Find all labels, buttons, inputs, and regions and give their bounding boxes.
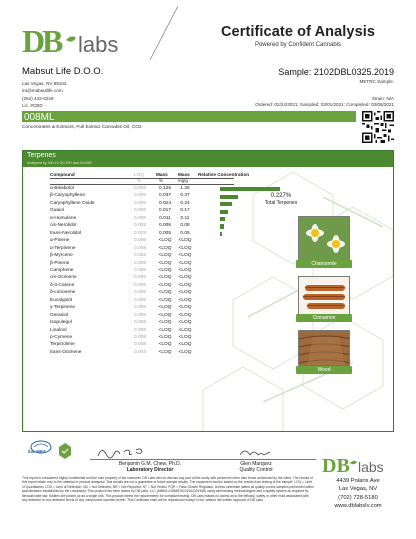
mass-percent: <LOQ (158, 312, 172, 318)
lab-city: Las Vegas, NV (338, 486, 378, 493)
relative-concentration-bar (220, 187, 280, 191)
unit-loq: % (137, 178, 141, 183)
mass-percent: <LOQ (158, 297, 172, 303)
terpenes-method: Analyzed by 300.13 GC-FID and GC/MS (27, 160, 92, 165)
mass-percent: <LOQ (158, 275, 172, 281)
mass-mg-per-g: 0.37 (180, 193, 190, 199)
loq-value: 0.006 (134, 275, 147, 281)
wood-image (298, 330, 350, 370)
metrc-sample: METRC Sample: (359, 79, 394, 84)
col-mass-pct: Mass (156, 172, 168, 177)
lab-phone: (702) 728-5180 (338, 494, 378, 501)
compound-name: Isopulegol (50, 320, 72, 326)
mass-mg-per-g: <LOQ (178, 342, 192, 348)
table-row (50, 342, 340, 349)
table-row (50, 335, 340, 342)
mass-mg-per-g: 0.24 (180, 200, 190, 206)
table-row (50, 275, 340, 282)
compound-name: trans-Nerolidol (50, 230, 82, 236)
unit-mg: mg/g (178, 178, 188, 183)
client-address: Las Vegas, NV 89103 (22, 81, 67, 86)
compound-name: β-Myrcene (50, 253, 73, 259)
mass-percent: <LOQ (158, 267, 172, 273)
svg-text:B: B (42, 23, 64, 59)
col-mass-mg: Mass (178, 172, 190, 177)
svg-text:D: D (22, 23, 46, 59)
table-row (50, 283, 340, 290)
mass-percent: <LOQ (158, 335, 172, 340)
loq-value: 0.008 (134, 245, 147, 251)
table-row (50, 246, 340, 253)
loq-value: 0.006 (134, 215, 147, 221)
loq-value: 0.003 (134, 349, 147, 355)
mass-percent: <LOQ (158, 305, 172, 311)
table-row (50, 238, 340, 245)
client-contact (22, 80, 66, 110)
loq-value: 0.008 (134, 253, 147, 259)
loq-value: 0.008 (134, 335, 147, 340)
lab-address (318, 477, 398, 511)
compound-name: γ-Terpinene (50, 305, 76, 311)
compound-name: Eucalyptol (50, 297, 73, 303)
chamomile-image (298, 216, 350, 262)
lab-certification-seal (56, 442, 74, 460)
cinnamon-image (298, 276, 350, 316)
mass-mg-per-g: <LOQ (178, 305, 192, 311)
qc-signature-line (196, 459, 316, 460)
mass-percent: <LOQ (158, 327, 172, 333)
table-row (50, 208, 340, 215)
mass-mg-per-g: 0.05 (180, 230, 190, 236)
mass-mg-per-g: <LOQ (178, 267, 192, 273)
loq-value: 0.006 (134, 267, 147, 273)
mass-mg-per-g: <LOQ (178, 335, 192, 340)
mass-mg-per-g: <LOQ (178, 290, 192, 296)
relative-concentration-bar (220, 224, 224, 228)
compound-name: α-Bisabolol (50, 186, 74, 191)
unit-pct: % (159, 178, 163, 183)
loq-value: 0.008 (134, 312, 147, 318)
qc-name: Glen Marquez (240, 461, 272, 467)
loq-value: 0.006 (134, 208, 147, 214)
mass-mg-per-g: 0.08 (180, 223, 190, 229)
table-row (50, 305, 340, 312)
qc-role: Quality Control (239, 467, 273, 473)
mass-mg-per-g: <LOQ (178, 245, 192, 251)
table-row (50, 350, 340, 357)
director-signature (96, 446, 156, 460)
table-row (50, 328, 340, 335)
product-name: 008ML (24, 112, 55, 123)
header-rule (50, 178, 234, 179)
chamomile-icon (299, 217, 350, 262)
col-relative: Relative Concentration (198, 172, 250, 177)
cinnamon-label: Cinnamon (296, 314, 352, 322)
cinnamon-icon (299, 277, 350, 316)
sample-id: Sample: 2102DBL0325.2019 (278, 67, 394, 77)
mass-percent: <LOQ (158, 282, 172, 288)
mass-percent: <LOQ (158, 320, 172, 326)
wood-icon (299, 331, 350, 370)
table-row (50, 216, 340, 223)
document-title: Certificate of Analysis (220, 24, 376, 40)
mass-percent: <LOQ (158, 245, 172, 251)
db-labs-footer-logo (322, 452, 394, 476)
mass-mg-per-g: <LOQ (178, 297, 192, 303)
accreditation-icon (30, 440, 52, 454)
mass-percent: <LOQ (158, 253, 172, 259)
lab-street: 4439 Polaris Ave (336, 478, 380, 484)
table-row (50, 298, 340, 305)
total-terpenes-label: Total Terpenes (264, 200, 298, 206)
wood-label: Wood (296, 366, 352, 374)
loq-value: 0.008 (134, 186, 147, 191)
loq-value: 0.003 (134, 230, 147, 236)
product-description: Concentrates & Extracts, Full Extract Cannabis Oil, CO2 (22, 125, 142, 130)
qr-code-icon[interactable] (362, 111, 394, 143)
product-bar (22, 111, 356, 122)
db-labs-logo (22, 22, 132, 62)
mass-percent: 0.024 (158, 200, 171, 206)
director-name: Benjamin G.M. Chew, Ph.D. (118, 461, 182, 467)
table-row (50, 231, 340, 238)
mass-mg-per-g: 0.11 (180, 215, 190, 221)
client-license: Lic. #CBD (22, 103, 43, 109)
compound-name: α-Pinene (50, 238, 70, 244)
client-phone: (254) 442-6249 (22, 95, 54, 101)
qc-signature (238, 447, 274, 459)
loq-value: 0.008 (134, 342, 147, 348)
compound-name: Geraniol (50, 312, 69, 318)
mass-mg-per-g: <LOQ (178, 312, 192, 318)
compound-name: δ-3-Carene (50, 282, 75, 288)
lab-website[interactable]: www.dblabslv.com (334, 503, 382, 510)
mass-percent: 0.011 (159, 215, 171, 221)
table-row (50, 290, 340, 297)
total-terpenes-value: 0.227% (270, 193, 292, 199)
svg-text:labs: labs (358, 459, 384, 475)
mass-percent: <LOQ (158, 260, 172, 266)
mass-percent: <LOQ (158, 238, 172, 244)
loq-value: 0.006 (134, 238, 147, 244)
loq-value: 0.008 (134, 290, 147, 296)
compound-name: α-Humulene (50, 215, 77, 221)
mass-percent: <LOQ (158, 290, 172, 296)
table-row (50, 268, 340, 275)
compound-name: Guaiol (50, 208, 64, 214)
loq-value: 0.008 (134, 320, 147, 326)
relative-concentration-bar (220, 195, 238, 199)
mass-mg-per-g: <LOQ (178, 253, 192, 259)
compound-name: Terpinolene (50, 342, 75, 348)
terpenes-title: Terpenes (27, 152, 56, 159)
relative-concentration-bar (220, 232, 222, 236)
mass-percent: 0.017 (158, 208, 171, 214)
mass-mg-per-g: <LOQ (178, 238, 192, 244)
mass-percent: 0.008 (158, 223, 171, 229)
compound-name: Linalool (50, 327, 67, 333)
document-subtitle: Powered by Confident Cannabis (254, 42, 342, 48)
loq-value: 0.008 (134, 297, 147, 303)
loq-value: 0.008 (134, 282, 147, 288)
mass-mg-per-g: <LOQ (178, 327, 192, 333)
table-row (50, 223, 340, 230)
compound-name: Camphene (50, 267, 74, 273)
director-signature-line (90, 459, 210, 460)
client-email[interactable]: ira@mabsutlife.com (22, 88, 63, 94)
mass-mg-per-g: <LOQ (178, 349, 192, 355)
mass-percent: 0.005 (158, 230, 171, 236)
ilac-accreditation-logo: ilac-MRA (28, 449, 46, 454)
loq-value: 0.008 (134, 305, 147, 311)
compound-name: trans-Ocimene (50, 349, 82, 355)
loq-value: 0.008 (134, 327, 147, 333)
compound-name: β-Pinene (50, 260, 70, 266)
relative-concentration-bar (220, 210, 228, 214)
client-name: Mabsut Life D.O.O. (22, 66, 104, 77)
chamomile-label: Chamomile (296, 260, 352, 268)
loq-value: 0.005 (134, 223, 147, 229)
compound-name: δ-Limonene (50, 290, 76, 296)
compound-name: cis-Ocimene (50, 275, 77, 281)
compound-name: Caryophyllene Oxide (50, 200, 95, 206)
compound-name: α-Terpinene (50, 245, 76, 251)
mass-percent: <LOQ (158, 349, 172, 355)
loq-value: 0.006 (134, 200, 147, 206)
svg-text:labs: labs (78, 32, 119, 57)
disclaimer-text: This report is considered highly confidential and the sole property of the customer. DB Labs will not discuss any part of this study with personnel other than those authorized by the client. The results of this report relate only to the material or product analyzed. Test results are not a guarantee of future sample results. The expanded result is based on the results from testing of the sample. LOQ = Limit of Quantitation; LOD = Limit of Detection; ND = Not Detected; NR = Not Reported; NT = Not Tested. PQR = Pass Growth Regulator. Unless otherwise stated all quality control samples performed within specifications established by the Laboratory. This product has been tested by DB Labs, LLC (MME# 41856576101544321948) using valid testing methodologies and a quality system as required by Nevada state law. Edibles are picked up as a single unit. This product meets the requirements for compliant testing. DB Labs makes no claims as to the efficacy, safety or other risks associated with any detected or non-detected levels of any compounds reported herein. This Certificate shall not be reproduced except in full, without the written approval of DB Labs. (22, 476, 314, 503)
terpenes-header (23, 151, 393, 167)
compound-name: cis-Nerolidol (50, 223, 77, 229)
mass-mg-per-g: 0.17 (180, 208, 190, 214)
mass-mg-per-g: 1.25 (180, 186, 190, 191)
relative-concentration-bar (220, 217, 225, 221)
loq-value: 0.008 (134, 260, 147, 266)
compound-name: p-Cymene (50, 335, 73, 340)
mass-mg-per-g: <LOQ (178, 320, 192, 326)
mass-percent: 0.125 (158, 186, 171, 191)
compound-name: β-Caryophyllene (50, 193, 86, 199)
mass-percent: 0.037 (158, 193, 171, 199)
col-compound: Compound (50, 172, 75, 177)
loq-value: 0.006 (134, 193, 147, 199)
svg-text:DB: DB (322, 455, 350, 476)
director-role: Laboratory Director (126, 467, 174, 473)
mass-mg-per-g: <LOQ (178, 282, 192, 288)
strain: Strain: N/A (371, 96, 394, 101)
mass-mg-per-g: <LOQ (178, 260, 192, 266)
mass-mg-per-g: <LOQ (178, 275, 192, 281)
col-loq: LOQ (134, 172, 144, 177)
unit-rule (50, 184, 234, 185)
mass-percent: <LOQ (158, 342, 172, 348)
sample-dates: Ordered: 02/24/2021; Sampled: 03/01/2021; Completed: 03/05/2021 (255, 102, 394, 107)
relative-concentration-bar (220, 202, 232, 206)
